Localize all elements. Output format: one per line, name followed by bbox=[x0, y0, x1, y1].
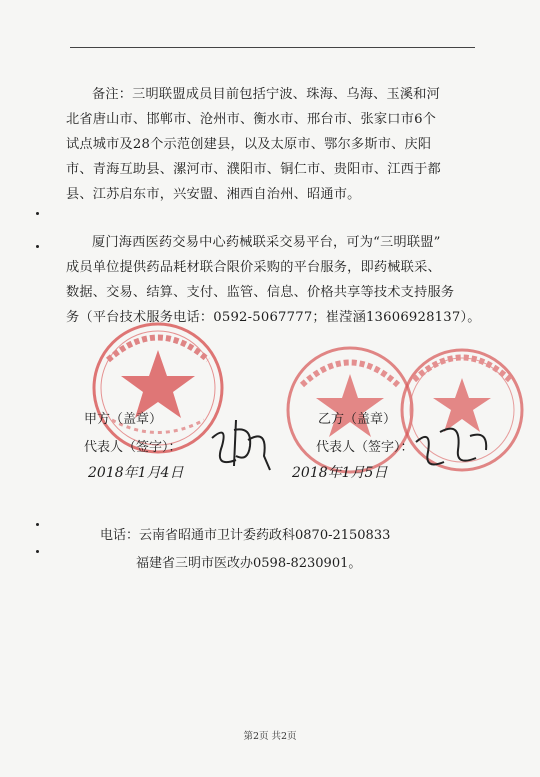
note-paragraph bbox=[66, 82, 480, 207]
note-line: 备注：三明联盟成员目前包括宁波、珠海、乌海、玉溪和河 bbox=[92, 87, 441, 102]
signature-party-a bbox=[212, 420, 270, 470]
party-b-date: 2018年1月5日 bbox=[292, 465, 388, 481]
note-line: 县、江苏启东市，兴安盟、湘西自治州、昭通市。 bbox=[66, 187, 361, 202]
platform-line: 数据、交易、结算、支付、监管、信息、价格共享等技术支持服务 bbox=[66, 285, 455, 300]
contact-line-1: 电话：云南省昭通市卫计委药政科0870-2150833 bbox=[100, 528, 391, 543]
signature-party-b bbox=[416, 429, 486, 465]
platform-line: 务（平台技术服务电话：0592-5067777；崔滢涵13606928137）。 bbox=[66, 310, 481, 325]
party-a-label: 甲方（盖章） bbox=[84, 412, 163, 427]
note-line: 市、青海互助县、漯河市、濮阳市、铜仁市、贵阳市、江西于都 bbox=[66, 162, 441, 177]
party-b-label: 乙方（盖章） bbox=[318, 412, 397, 427]
seal-party-b-2 bbox=[402, 350, 522, 470]
contact-line-2: 福建省三明市医改办0598-8230901。 bbox=[136, 556, 362, 571]
seal-party-a bbox=[94, 324, 222, 452]
platform-line: 成员单位提供药品耗材联合限价采购的平台服务，即药械联采、 bbox=[66, 260, 441, 275]
platform-line: 厦门海西医药交易中心药械联采交易平台，可为“三明联盟” bbox=[92, 235, 441, 250]
party-b-rep-label: 代表人（签字）： bbox=[316, 440, 414, 455]
party-a-date: 2018年1月4日 bbox=[88, 465, 184, 481]
note-line: 北省唐山市、邯郸市、沧州市、衡水市、邢台市、张家口市6个 bbox=[66, 112, 437, 127]
page-number: 第2页 共2页 bbox=[243, 731, 297, 742]
party-a-rep-label: 代表人（签字）： bbox=[84, 440, 182, 455]
note-line: 试点城市及28个示范创建县，以及太原市、鄂尔多斯市、庆阳 bbox=[66, 137, 432, 152]
platform-paragraph bbox=[66, 230, 480, 330]
